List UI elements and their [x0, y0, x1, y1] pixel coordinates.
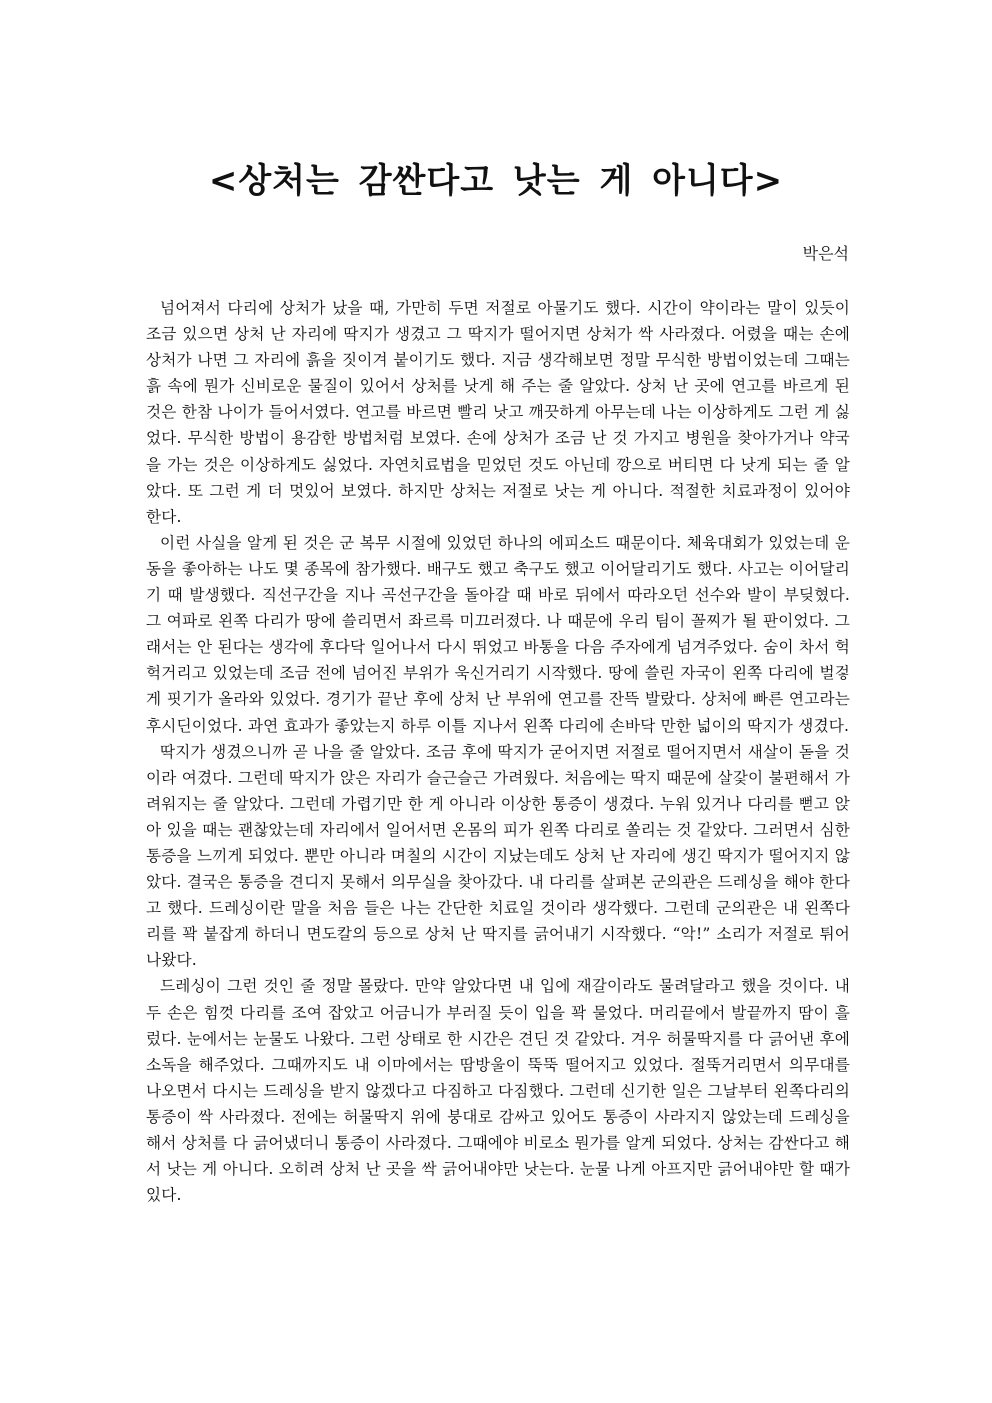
- paragraph-3: 딱지가 생겼으니까 곧 나을 줄 알았다. 조금 후에 딱지가 굳어지면 저절로 떨어지면서 새살이 돋을 것이라 여겼다. 그런데 딱지가 앉은 자리가 슬근슬근 가려웠다. 처음에는 딱지 때문에 살갗이 불편해서 가려워지는 줄 알았다. 그런데 가렵기만 한 게 아니라 이상한 통증이 생겼다. 누워 있거나 다리를 뻗고 앉아 있을 때는 괜찮았는데 자리에서 일어서면 온몸의 피가 왼쪽 다리로 쏠리는 것 같았다. 그러면서 심한 통증을 느끼게 되었다. 뿐만 아니라 며칠의 시간이 지났는데도 상처 난 자리에 생긴 딱지가 떨어지지 않았다. 결국은 통증을 견디지 못해서 의무실을 찾아갔다. 내 다리를 살펴본 군의관은 드레싱을 해야 한다고 했다. 드레싱이란 말을 처음 들은 나는 간단한 치료일 것이라 생각했다. 그런데 군의관은 내 왼쪽다리를 꽉 붙잡게 하더니 면도칼의 등으로 상처 난 딱지를 긁어내기 시작했다. “악!” 소리가 저절로 튀어나왔다.: [146, 742, 850, 970]
- paragraph-4: 드레싱이 그런 것인 줄 정말 몰랐다. 만약 알았다면 내 입에 재갈이라도 물려달라고 했을 것이다. 내 두 손은 힘껏 다리를 조여 잡았고 어금니가 부러질 듯이 입을 꽉 물었다. 머리끝에서 발끝까지 땀이 흘렀다. 눈에서는 눈물도 나왔다. 그런 상태로 한 시간은 견딘 것 같았다. 겨우 허물딱지를 다 긁어낸 후에 소독을 해주었다. 그때까지도 내 이마에서는 땀방울이 뚝뚝 떨어지고 있었다. 절뚝거리면서 의무대를 나오면서 다시는 드레싱을 받지 않겠다고 다짐하고 다짐했다. 그런데 신기한 일은 그날부터 왼쪽다리의 통증이 싹 사라졌다. 전에는 허물딱지 위에 붕대로 감싸고 있어도 통증이 사라지지 않았는데 드레싱을 해서 상처를 다 긁어냈더니 통증이 사라졌다. 그때에야 비로소 뭔가를 알게 되었다. 상처는 감싼다고 해서 낫는 게 아니다. 오히려 상처 난 곳을 싹 긁어내야만 낫는다. 눈물 나게 아프지만 긁어내야만 할 때가 있다.: [146, 977, 850, 1205]
- author-name: 박은석: [802, 244, 849, 263]
- body-text: [146, 295, 850, 1208]
- document-title: <상처는 감싼다고 낫는 게 아니다>: [208, 161, 784, 201]
- paragraph-1: 넘어져서 다리에 상처가 났을 때, 가만히 두면 저절로 아물기도 했다. 시간이 약이라는 말이 있듯이 조금 있으면 상처 난 자리에 딱지가 생겼고 그 딱지가 떨어지면 상처가 싹 사라졌다. 어렸을 때는 손에 상처가 나면 그 자리에 흙을 짓이겨 붙이기도 했다. 지금 생각해보면 정말 무식한 방법이었는데 그때는 흙 속에 뭔가 신비로운 물질이 있어서 상처를 낫게 해 주는 줄 알았다. 상처 난 곳에 연고를 바르게 된 것은 한참 나이가 들어서였다. 연고를 바르면 빨리 낫고 깨끗하게 아무는데 나는 이상하게도 그런 게 싫었다. 무식한 방법이 용감한 방법처럼 보였다. 손에 상처가 조금 난 것 가지고 병원을 찾아가거나 약국을 가는 것은 이상하게도 싫었다. 자연치료법을 믿었던 것도 아닌데 깡으로 버티면 다 낫게 되는 줄 알았다. 또 그런 게 더 멋있어 보였다. 하지만 상처는 저절로 낫는 게 아니다. 적절한 치료과정이 있어야 한다.: [146, 299, 850, 526]
- paragraph-2: 이런 사실을 알게 된 것은 군 복무 시절에 있었던 하나의 에피소드 때문이다. 체육대회가 있었는데 운동을 좋아하는 나도 몇 종목에 참가했다. 배구도 했고 축구도 했고 이어달리기도 했다. 사고는 이어달리기 때 발생했다. 직선구간을 지나 곡선구간을 돌아갈 때 바로 뒤에서 따라오던 선수와 발이 부딪혔다. 그 여파로 왼쪽 다리가 땅에 쓸리면서 좌르륵 미끄러졌다. 나 때문에 우리 팀이 꼴찌가 될 판이었다. 그래서는 안 된다는 생각에 후다닥 일어나서 다시 뛰었고 바통을 다음 주자에게 넘겨주었다. 숨이 차서 헉헉거리고 있었는데 조금 전에 넘어진 부위가 욱신거리기 시작했다. 땅에 쓸린 자국이 왼쪽 다리에 벌겋게 핏기가 올라와 있었다. 경기가 끝난 후에 상처 난 부위에 연고를 잔뜩 발랐다. 상처에 빠른 연고라는 후시딘이었다. 과연 효과가 좋았는지 하루 이틀 지나서 왼쪽 다리에 손바닥 만한 넓이의 딱지가 생겼다.: [146, 533, 850, 735]
